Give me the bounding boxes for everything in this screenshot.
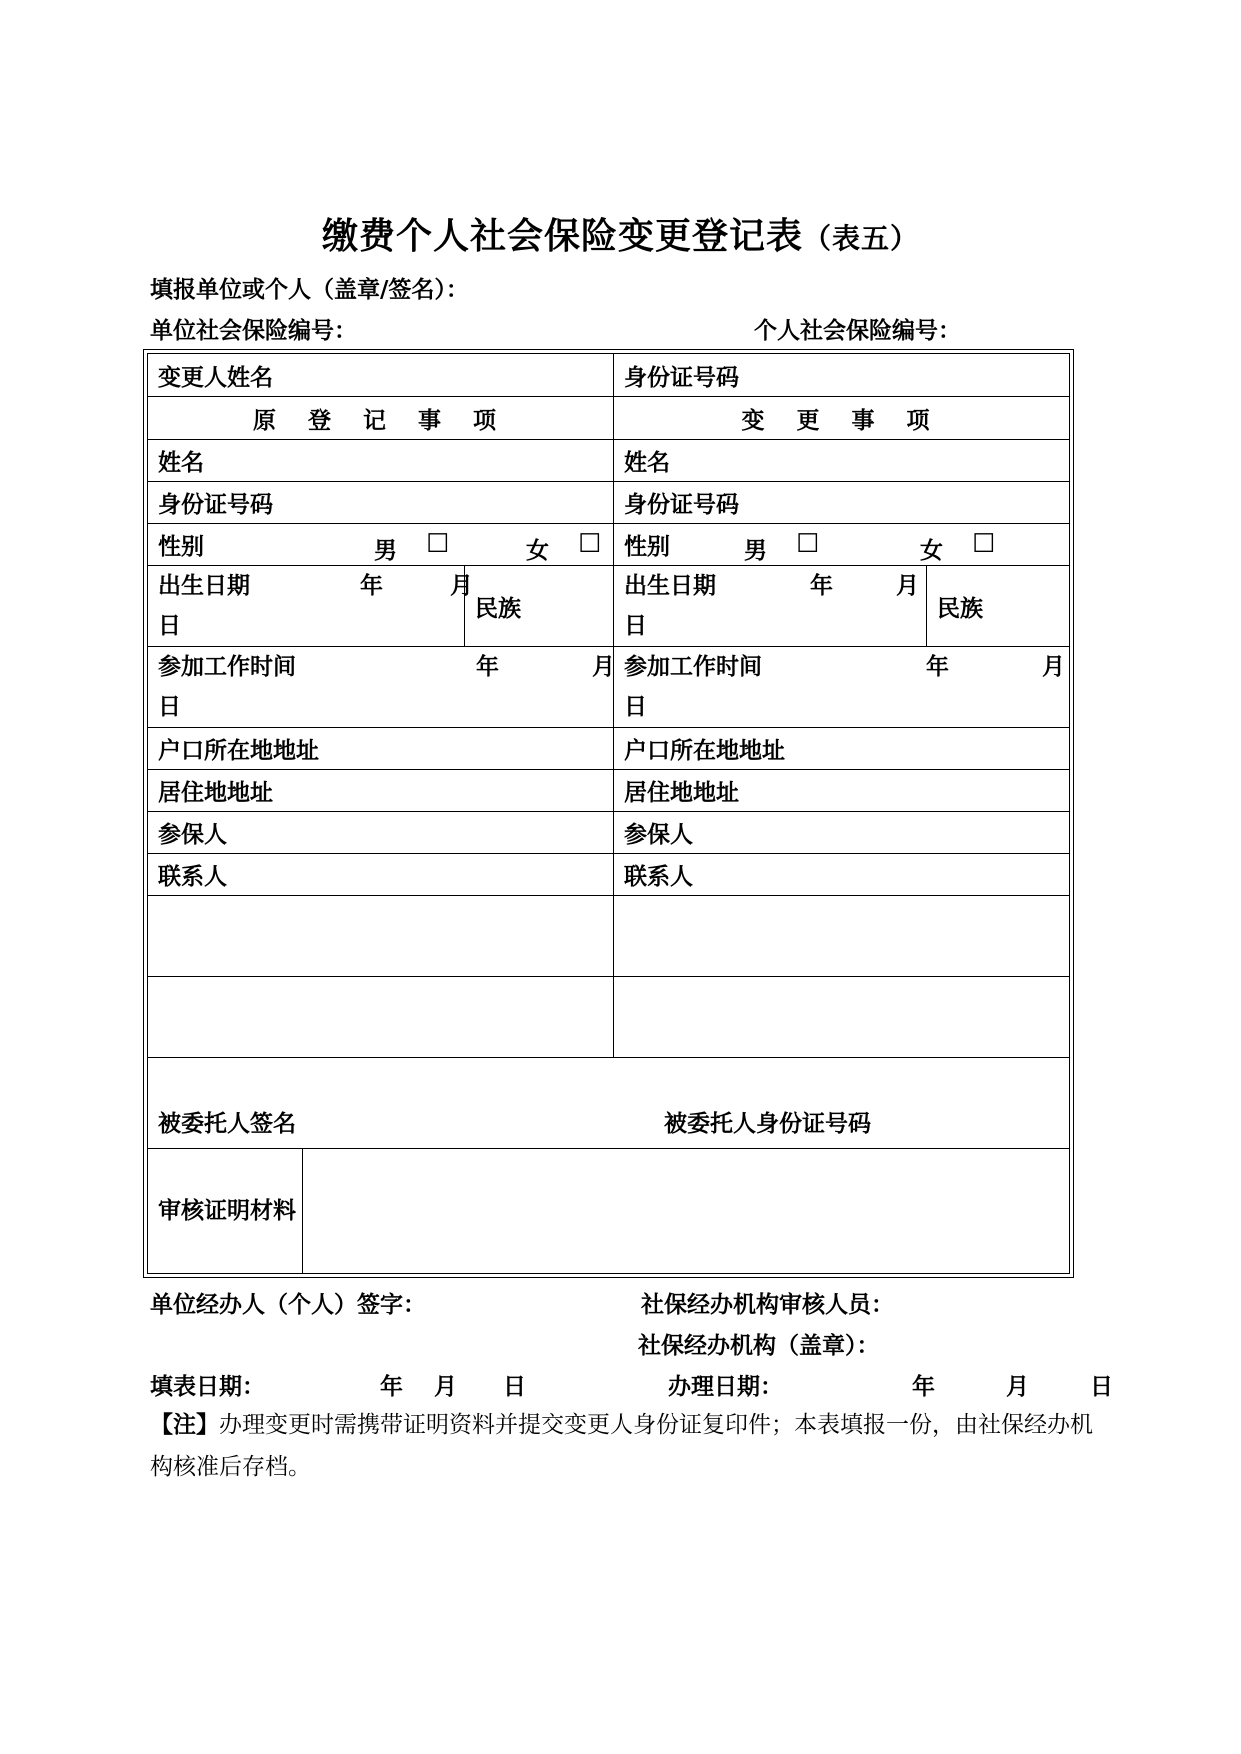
work-start-label: 参加工作时间 xyxy=(624,654,762,680)
changed-name-cell[interactable]: 姓名 xyxy=(614,440,1070,482)
original-work-start-cell[interactable] xyxy=(148,647,614,728)
changer-id-cell[interactable]: 身份证号码 xyxy=(614,354,1070,397)
original-birth-cell[interactable] xyxy=(148,566,473,647)
row-contact xyxy=(148,854,1070,896)
review-materials-label: 审核证明材料 xyxy=(148,1149,303,1274)
female-label: 女 xyxy=(526,538,549,564)
row-insured xyxy=(148,812,1070,854)
day-label: 日 xyxy=(624,613,647,639)
title-main: 缴费个人社会保险变更登记表 xyxy=(321,216,803,257)
male-label: 男 xyxy=(744,538,767,564)
process-date-day: 日 xyxy=(1090,1374,1113,1400)
changed-residence-cell[interactable]: 居住地地址 xyxy=(614,770,1070,812)
footnote-text: 办理变更时需携带证明资料并提交变更人身份证复印件；本表填报一份，由社保经办机构核准后存档。 xyxy=(150,1412,1093,1480)
changer-name-cell[interactable]: 变更人姓名 xyxy=(148,354,614,397)
row-changer xyxy=(148,354,1070,397)
year-label: 年 xyxy=(810,573,833,599)
blank-cell-left[interactable] xyxy=(148,896,614,977)
fill-date-month: 月 xyxy=(434,1374,457,1400)
original-residence-cell[interactable]: 居住地地址 xyxy=(148,770,614,812)
original-insured-cell[interactable]: 参保人 xyxy=(148,812,614,854)
changed-insured-cell[interactable]: 参保人 xyxy=(614,812,1070,854)
original-gender-cell xyxy=(148,524,614,566)
row-name xyxy=(148,440,1070,482)
original-ethnicity-cell[interactable]: 民族 xyxy=(465,566,614,647)
footnote-prefix: 【注】 xyxy=(150,1412,219,1438)
fill-date-day: 日 xyxy=(503,1374,526,1400)
form-title xyxy=(0,208,1241,259)
month-label: 月 xyxy=(896,573,919,599)
process-date-label: 办理日期： xyxy=(668,1374,783,1400)
review-materials-cell[interactable] xyxy=(303,1149,1070,1274)
male-checkbox[interactable]: ☐ xyxy=(796,529,820,559)
row-id xyxy=(148,482,1070,524)
si-agency-seal-label: 社保经办机构（盖章）： xyxy=(638,1333,880,1359)
blank-cell-right[interactable] xyxy=(614,896,1070,977)
changed-id-cell[interactable]: 身份证号码 xyxy=(614,482,1070,524)
process-date-month: 月 xyxy=(1006,1374,1029,1400)
original-hukou-cell[interactable]: 户口所在地地址 xyxy=(148,728,614,770)
personal-si-number-label: 个人社会保险编号： xyxy=(754,318,961,344)
original-items-header: 原 登 记 事 项 xyxy=(148,397,614,440)
row-blank-2 xyxy=(148,977,1070,1058)
changed-ethnicity-cell[interactable]: 民族 xyxy=(927,566,1070,647)
trustee-signature-label: 被委托人签名 xyxy=(158,1111,296,1137)
changed-work-start-cell[interactable] xyxy=(614,647,1070,728)
gender-label: 性别 xyxy=(158,534,204,560)
changed-birth-cell[interactable] xyxy=(614,566,927,647)
filler-unit-label: 填报单位或个人（盖章/签名）： xyxy=(150,277,469,303)
female-checkbox[interactable]: ☐ xyxy=(972,529,996,559)
female-checkbox[interactable]: ☐ xyxy=(578,529,602,559)
female-label: 女 xyxy=(920,538,943,564)
blank-cell-right[interactable] xyxy=(614,977,1070,1058)
year-label: 年 xyxy=(476,654,499,680)
male-checkbox[interactable]: ☐ xyxy=(426,529,450,559)
original-id-cell[interactable]: 身份证号码 xyxy=(148,482,614,524)
row-birth xyxy=(148,566,1070,647)
original-contact-cell[interactable]: 联系人 xyxy=(148,854,614,896)
work-start-label: 参加工作时间 xyxy=(158,654,296,680)
unit-si-number-label: 单位社会保险编号： xyxy=(150,318,357,344)
row-work-start xyxy=(148,647,1070,728)
day-label: 日 xyxy=(624,694,647,720)
birth-label: 出生日期 xyxy=(158,573,250,599)
process-date-year: 年 xyxy=(912,1374,935,1400)
blank-cell-left[interactable] xyxy=(148,977,614,1058)
row-gender xyxy=(148,524,1070,566)
year-label: 年 xyxy=(360,573,383,599)
gender-label: 性别 xyxy=(624,534,670,560)
row-trustee xyxy=(148,1058,1070,1149)
si-reviewer-label: 社保经办机构审核人员： xyxy=(641,1292,894,1318)
birth-label: 出生日期 xyxy=(624,573,716,599)
footnote xyxy=(150,1404,1110,1488)
month-label: 月 xyxy=(592,654,615,680)
changed-gender-cell xyxy=(614,524,1070,566)
changed-items-header: 变 更 事 项 xyxy=(614,397,1070,440)
year-label: 年 xyxy=(926,654,949,680)
row-review xyxy=(148,1149,1070,1274)
trustee-id-label: 被委托人身份证号码 xyxy=(664,1111,871,1137)
changed-hukou-cell[interactable]: 户口所在地地址 xyxy=(614,728,1070,770)
original-name-cell[interactable]: 姓名 xyxy=(148,440,614,482)
day-label: 日 xyxy=(158,694,181,720)
row-blank-1 xyxy=(148,896,1070,977)
trustee-cell[interactable] xyxy=(148,1058,1070,1149)
day-label: 日 xyxy=(158,613,181,639)
row-residence xyxy=(148,770,1070,812)
month-label: 月 xyxy=(1042,654,1065,680)
changed-contact-cell[interactable]: 联系人 xyxy=(614,854,1070,896)
row-hukou xyxy=(148,728,1070,770)
registration-form-table xyxy=(147,353,1070,1274)
title-sub: （表五） xyxy=(803,222,920,255)
fill-date-year: 年 xyxy=(380,1374,403,1400)
month-label: 月 xyxy=(450,573,473,599)
row-section-headers xyxy=(148,397,1070,440)
fill-date-label: 填表日期： xyxy=(150,1374,265,1400)
male-label: 男 xyxy=(374,538,397,564)
unit-handler-sign-label: 单位经办人（个人）签字： xyxy=(150,1292,426,1318)
